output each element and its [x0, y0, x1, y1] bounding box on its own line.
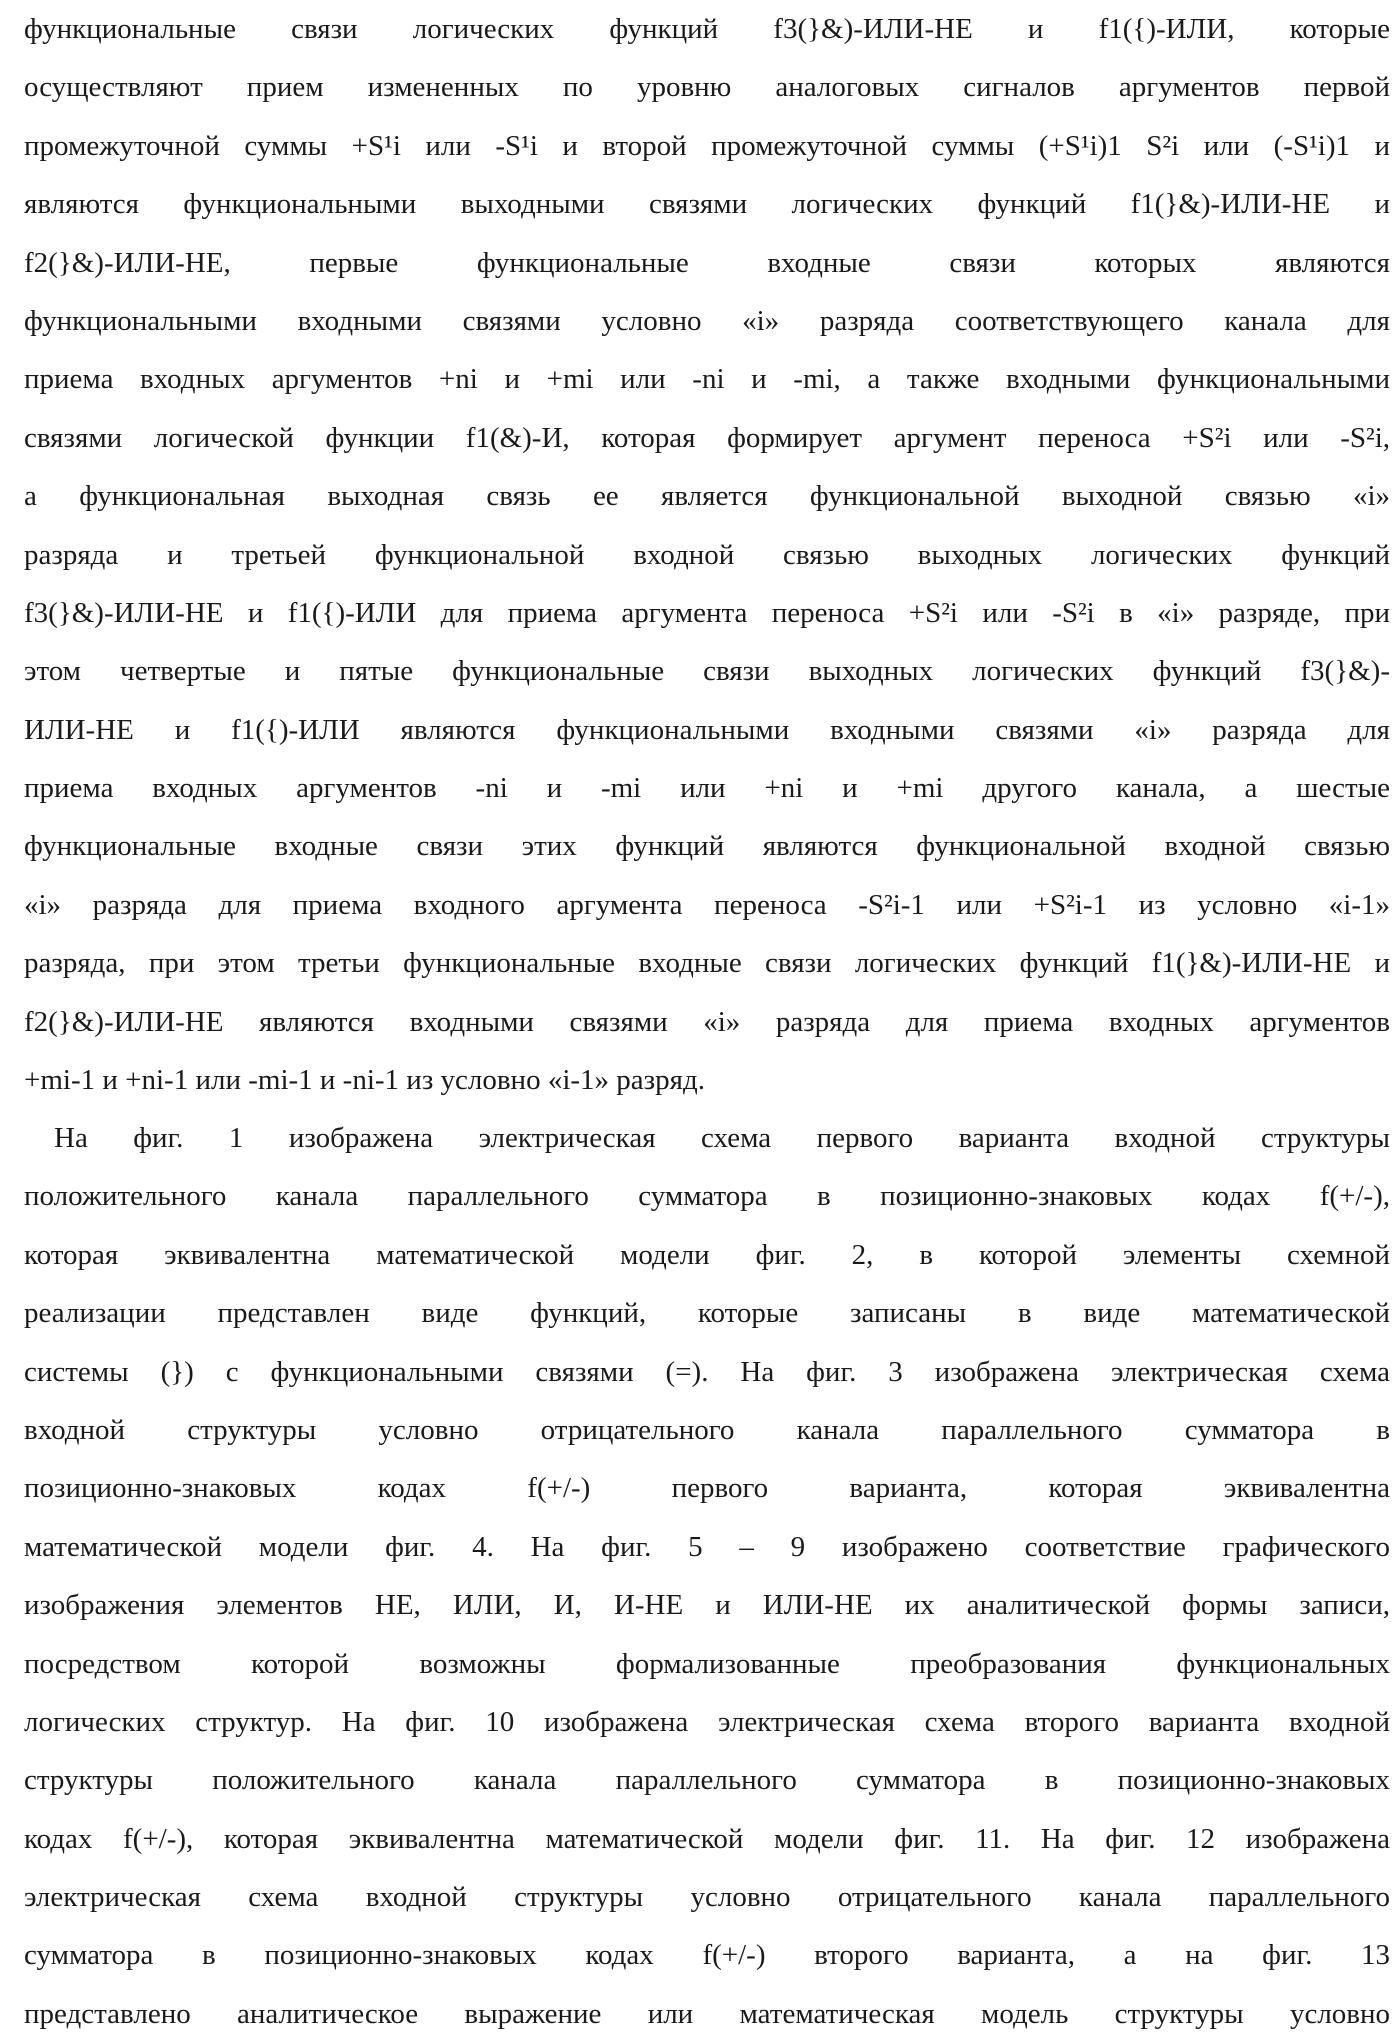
text-line: являются функциональными выходными связями логических функций f1(}&)-ИЛИ-НЕ и [24, 175, 1390, 233]
text-line: положительного канала параллельного сумматора в позиционно-знаковых кодах f(+/-), [24, 1167, 1390, 1225]
paragraph-1 [24, 0, 1390, 1109]
text-line: позиционно-знаковых кодах f(+/-) первого варианта, которая эквивалентна [24, 1459, 1390, 1517]
text-line: разряда и третьей функциональной входной связью выходных логических функций [24, 526, 1390, 584]
text-line: приема входных аргументов +ni и +mi или -ni и -mi, а также входными функциональными [24, 350, 1390, 408]
text-line: посредством которой возможны формализованные преобразования функциональных [24, 1635, 1390, 1693]
text-line: функциональными входными связями условно «i» разряда соответствующего канала для [24, 292, 1390, 350]
text-line: логических структур. На фиг. 10 изображена электрическая схема второго варианта входной [24, 1693, 1390, 1751]
text-line: входной структуры условно отрицательного канала параллельного сумматора в [24, 1401, 1390, 1459]
text-line: связями логической функции f1(&)-И, которая формирует аргумент переноса +S²i или -S²i, [24, 409, 1390, 467]
text-line: осуществляют прием измененных по уровню аналоговых сигналов аргументов первой [24, 58, 1390, 116]
document-page [0, 0, 1398, 2021]
text-line: а функциональная выходная связь ее является функциональной выходной связью «i» [24, 467, 1390, 525]
text-line: f3(}&)-ИЛИ-НЕ и f1({)-ИЛИ для приема аргумента переноса +S²i или -S²i в «i» разряде, при [24, 584, 1390, 642]
text-line: математической модели фиг. 4. На фиг. 5 – 9 изображено соответствие графического [24, 1518, 1390, 1576]
text-line: структуры положительного канала параллельного сумматора в позиционно-знаковых [24, 1751, 1390, 1809]
text-line: системы (}) с функциональными связями (=). На фиг. 3 изображена электрическая схема [24, 1343, 1390, 1401]
text-line: функциональные связи логических функций f3(}&)-ИЛИ-НЕ и f1({)-ИЛИ, которые [24, 0, 1390, 58]
text-line: представлено аналитическое выражение или математическая модель структуры условно [24, 1985, 1390, 2043]
paragraph-2 [24, 1109, 1390, 2043]
text-line: разряда, при этом третьи функциональные входные связи логических функций f1(}&)-ИЛИ-НЕ и [24, 934, 1390, 992]
text-line: кодах f(+/-), которая эквивалентна математической модели фиг. 11. На фиг. 12 изображена [24, 1810, 1390, 1868]
text-line: которая эквивалентна математической модели фиг. 2, в которой элементы схемной [24, 1226, 1390, 1284]
text-line: реализации представлен виде функций, которые записаны в виде математической [24, 1284, 1390, 1342]
text-line: этом четвертые и пятые функциональные связи выходных логических функций f3(}&)- [24, 642, 1390, 700]
text-line: На фиг. 1 изображена электрическая схема первого варианта входной структуры [24, 1109, 1390, 1167]
text-line: функциональные входные связи этих функций являются функциональной входной связью [24, 817, 1390, 875]
text-line: электрическая схема входной структуры условно отрицательного канала параллельного [24, 1868, 1390, 1926]
text-line: f2(}&)-ИЛИ-НЕ являются входными связями «i» разряда для приема входных аргументов [24, 993, 1390, 1051]
text-line: +mi-1 и +ni-1 или -mi-1 и -ni-1 из условно «i-1» разряд. [24, 1051, 1390, 1109]
text-line: промежуточной суммы +S¹i или -S¹i и второй промежуточной суммы (+S¹i)1 S²i или (-S¹i)1 и [24, 117, 1390, 175]
text-line: «i» разряда для приема входного аргумента переноса -S²i-1 или +S²i-1 из условно «i-1» [24, 876, 1390, 934]
text-line: изображения элементов НЕ, ИЛИ, И, И-НЕ и ИЛИ-НЕ их аналитической формы записи, [24, 1576, 1390, 1634]
text-line: приема входных аргументов -ni и -mi или +ni и +mi другого канала, а шестые [24, 759, 1390, 817]
text-line: ИЛИ-НЕ и f1({)-ИЛИ являются функциональными входными связями «i» разряда для [24, 701, 1390, 759]
text-line: f2(}&)-ИЛИ-НЕ, первые функциональные входные связи которых являются [24, 234, 1390, 292]
text-line: сумматора в позиционно-знаковых кодах f(+/-) второго варианта, а на фиг. 13 [24, 1926, 1390, 1984]
